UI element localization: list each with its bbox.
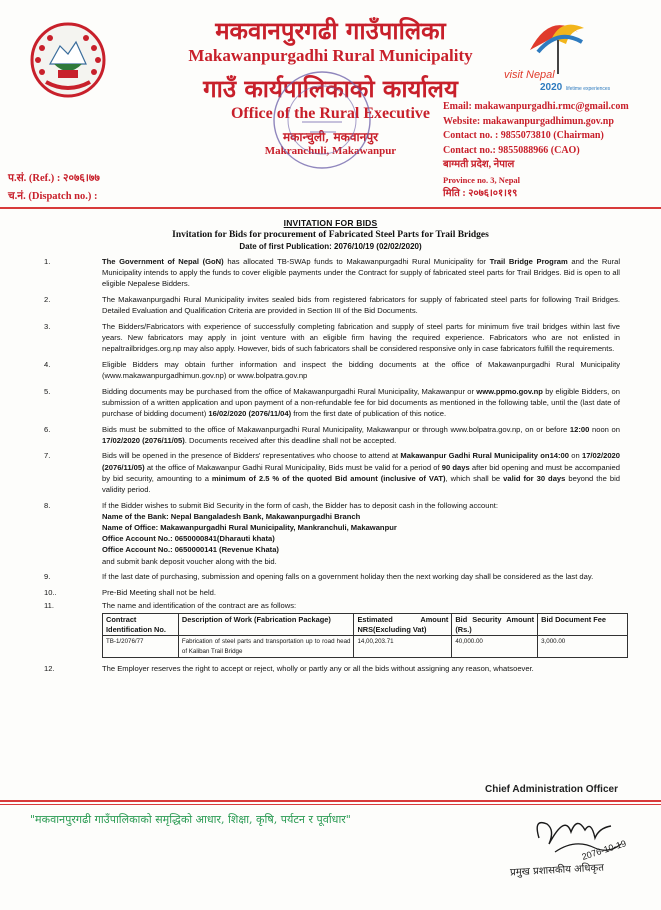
bank-name: Name of the Bank: Nepal Bangaladesh Bank, Makawanpurgadhi Branch bbox=[102, 511, 361, 521]
contract-table bbox=[102, 613, 628, 658]
clause-text: valid for 30 days bbox=[503, 473, 566, 483]
header-nepali-name: मकवानपुरगढी गाउँपालिका bbox=[215, 16, 446, 45]
contact-website: Website: makawanpurgadhimun.gov.np bbox=[443, 115, 614, 127]
table-header-row bbox=[103, 614, 628, 636]
clause-8-outro: and submit bank deposit voucher along with the bid. bbox=[102, 556, 277, 566]
table-cell: 3,000.00 bbox=[538, 636, 628, 658]
table-header-cell: Bid Security Amount (Rs.) bbox=[452, 614, 538, 636]
clause-text: Bidding documents may be purchased from the office of Makawanpurgadhi Rural Municipality, Makawanpur or bbox=[102, 386, 477, 396]
contact-date: मिति : २०७६।०१।१९ bbox=[443, 188, 518, 199]
clause-text: minimum of 2.5 % of the quoted Bid amount (inclusive of VAT) bbox=[211, 473, 446, 483]
clause-list bbox=[40, 256, 620, 678]
table-header-cell: Contract Identification No. bbox=[103, 614, 179, 636]
clause-number: 6. bbox=[44, 424, 51, 434]
clause-text: 14:00 bbox=[549, 451, 569, 461]
clause-text: 12:00 bbox=[569, 424, 590, 434]
clause-text: The name and identification of the contract are as follows: bbox=[102, 601, 297, 610]
clause-text: Trail Bridge Program bbox=[489, 257, 568, 266]
clause-4 bbox=[40, 359, 620, 381]
table-cell: 40,000.00 bbox=[452, 636, 538, 658]
clause-number: 2. bbox=[44, 295, 51, 304]
header-nepali-office: गाउँ कार्यपालिकाको कार्यालय bbox=[203, 74, 458, 103]
clause-7 bbox=[40, 450, 620, 495]
clause-text: 16/02/2020 (2076/11/04) bbox=[208, 409, 292, 418]
table-header-cell: Description of Work (Fabrication Package) bbox=[178, 614, 354, 636]
visit-nepal-year: 2020 bbox=[540, 82, 563, 93]
visit-nepal-text: visit Nepal bbox=[504, 69, 555, 81]
clause-text: If the last date of purchasing, submission and opening falls on a government holiday then the next working day shall be considered as the last day. bbox=[102, 572, 594, 582]
clause-text: 90 days bbox=[441, 462, 470, 472]
clause-number: 9. bbox=[44, 572, 51, 582]
clause-text: Eligible Bidders may obtain further information and inspect the bidding documents at the office of Makawanpurgadhi Rural Municipality (www.makawanpurgadhimun.gov.np) or www.bolpatra.gov.np bbox=[102, 359, 620, 380]
signatory-title: प्रमुख प्रशासकीय अधिकृत bbox=[509, 862, 605, 879]
clause-text: Bids must be submitted to the office of Makawanpurgadhi Rural Municipality, Makawanpur or through www.bolpatra.gov.np, on or before bbox=[102, 424, 570, 434]
contact-block bbox=[443, 100, 658, 202]
clause-3 bbox=[40, 321, 620, 355]
chief-officer-label: Chief Administration Officer bbox=[485, 784, 618, 795]
clause-text: from the first date of publication of this notice. bbox=[291, 409, 447, 418]
clause-text: 17/02/2020 (2076/11/05) bbox=[102, 435, 185, 445]
visit-nepal-2020-logo bbox=[500, 12, 620, 102]
clause-text: The Bidders/Fabricators with experience of successfully completing fabrication and supply of steel parts for minimum five trail bridges within last five years. New fabricators may apply in joint venture with an eligible firm having the required experience. Fabricators who are not enlisted in nepaltrailbridges.org.np may also apply. However, bids of such fabricators shall be considered responsive only in case fabricators fulfill the requirements. bbox=[102, 321, 620, 354]
clause-8 bbox=[40, 500, 620, 567]
clause-text: The Government of Nepal (GoN) bbox=[102, 257, 224, 266]
clause-number: 11. bbox=[44, 601, 54, 610]
clause-text: The Makawanpurgadhi Rural Municipality invites sealed bids from registered fabricators for supply of fabricated steel parts for following Trail Bridges. Detailed Evaluation and Qualification Criteria are provided in Section III of the Bid Documents. bbox=[102, 295, 620, 316]
table-header-cell: Estimated Amount NRS(Excluding Vat) bbox=[354, 614, 452, 636]
clause-text: at the office of Makawanpur Gadhi Rural Municipality, Bids must be valid for a period of bbox=[144, 462, 442, 472]
clause-5 bbox=[40, 386, 620, 420]
table-cell: 14,00,203.71 bbox=[354, 636, 452, 658]
table-cell: TB-1/2076/77 bbox=[103, 636, 179, 658]
clause-text: 17/02/2020 (2076/11/05) bbox=[102, 451, 620, 472]
table-cell: Fabrication of steel parts and transportation up to road head of Kaliban Trail Bridge bbox=[178, 636, 354, 658]
contact-email: Email: makawanpurgadhi.rmc@gmail.com bbox=[443, 101, 629, 112]
notice-date-line: Date of first Publication: 2076/10/19 (02/02/2020) bbox=[239, 242, 422, 251]
clause-text: after bid opening and must be accompanied by bid security, amounting to a bbox=[102, 462, 620, 483]
clause-number: 8. bbox=[44, 500, 51, 510]
table-row bbox=[103, 636, 628, 658]
clause-text: www.ppmo.gov.np bbox=[476, 386, 543, 396]
clause-8-intro: If the Bidder wishes to submit Bid Security in the form of cash, the Bidder has to deposit cash in the following account: bbox=[102, 500, 498, 510]
clause-text: , which shall be bbox=[445, 473, 504, 483]
contact-province-np: बाग्मती प्रदेश, नेपाल bbox=[443, 159, 515, 170]
clause-text: Pre-Bid Meeting shall not be held. bbox=[102, 587, 216, 597]
municipality-slogan: "मकवानपुरगढी गाउँपालिकाको समृद्धिको आधार, शिक्षा, कृषि, पर्यटन र पूर्वाधार" bbox=[30, 813, 351, 826]
clause-text: on bbox=[569, 451, 582, 461]
signature-date: 2076-10-19 bbox=[580, 838, 628, 862]
clause-number: 4. bbox=[44, 359, 51, 369]
clause-10 bbox=[40, 587, 620, 598]
footer-divider bbox=[0, 800, 661, 802]
ref-number: प.सं. (Ref.) : २०७६।७७ bbox=[8, 173, 100, 184]
clause-number: 10.. bbox=[44, 587, 57, 597]
account-dharauti: Office Account No.: 0650000841(Dharauti khata) bbox=[102, 534, 275, 544]
footer-divider-thin bbox=[0, 804, 661, 805]
clause-number: 5. bbox=[44, 386, 51, 396]
table-header-cell: Bid Document Fee bbox=[538, 614, 628, 636]
clause-2 bbox=[40, 294, 620, 316]
clause-12 bbox=[40, 663, 620, 674]
clause-number: 7. bbox=[44, 451, 51, 461]
contact-cao: Contact no.: 9855088966 (CAO) bbox=[443, 144, 580, 156]
clause-11 bbox=[40, 600, 620, 658]
clause-text: The Employer reserves the right to accept or reject, wholly or partly any or all the bids without assigning any reason, whatsoever. bbox=[102, 663, 534, 673]
clause-number: 1. bbox=[44, 257, 51, 266]
clause-text: by eligible Bidders, on submission of a written application and upon payment of a non-refundable fee for bid documents as mentioned in the following table, until the (last date of purchase of bidding document) bbox=[102, 386, 620, 418]
contact-province-en: Province no. 3, Nepal bbox=[443, 174, 521, 185]
clause-number: 3. bbox=[44, 321, 51, 331]
header-divider bbox=[0, 207, 661, 209]
clause-text: Makawanpur Gadhi Rural Municipality on bbox=[400, 451, 550, 461]
dispatch-number: च.नं. (Dispatch no.) : bbox=[8, 191, 98, 202]
header-english-office: Office of the Rural Executive bbox=[230, 105, 431, 122]
clause-text: Bids will be opened in the presence of Bidders' representatives who choose to attend at bbox=[102, 451, 401, 461]
clause-9 bbox=[40, 571, 620, 582]
clause-text: . Documents received after this deadline shall not be accepted. bbox=[184, 435, 397, 445]
office-stamp-icon bbox=[262, 60, 382, 180]
header-english-name: Makawanpurgadhi Rural Municipality bbox=[188, 46, 473, 65]
visit-nepal-tagline: lifetime experiences bbox=[566, 86, 611, 92]
clause-1 bbox=[40, 256, 620, 290]
header-english-place: Makranchuli, Makawanpur bbox=[264, 145, 397, 157]
clause-text: beyond the bid validity period. bbox=[102, 473, 620, 494]
clause-text: has allocated TB-SWAp funds to Makawanpurgadhi Rural Municipality for bbox=[223, 257, 490, 266]
reference-block bbox=[8, 170, 100, 206]
clause-text: noon on bbox=[589, 424, 621, 434]
notice-subtitle: Invitation for Bids for procurement of Fabricated Steel Parts for Trail Bridges bbox=[172, 230, 489, 240]
account-revenue: Office Account No.: 0650000141 (Revenue Khata) bbox=[102, 545, 279, 555]
office-name: Name of Office: Makawanpurgadhi Rural Municipality, Mankranchuli, Makawanpur bbox=[102, 523, 397, 532]
header-nepali-place: मकान्चुली, मकवानपुर bbox=[282, 130, 379, 144]
contact-chairman: Contact no. : 9855073810 (Chairman) bbox=[443, 130, 604, 141]
clause-text: and the Rural Municipality intends to apply the funds to cover eligible payments under the Contract for supply of fabricated steel parts for Trail Bridges. Bid is open to all eligible Nepalese Bidders. bbox=[102, 257, 621, 289]
notice-title: INVITATION FOR BIDS bbox=[283, 218, 378, 228]
clause-number: 12. bbox=[44, 663, 55, 673]
clause-6 bbox=[40, 424, 620, 446]
